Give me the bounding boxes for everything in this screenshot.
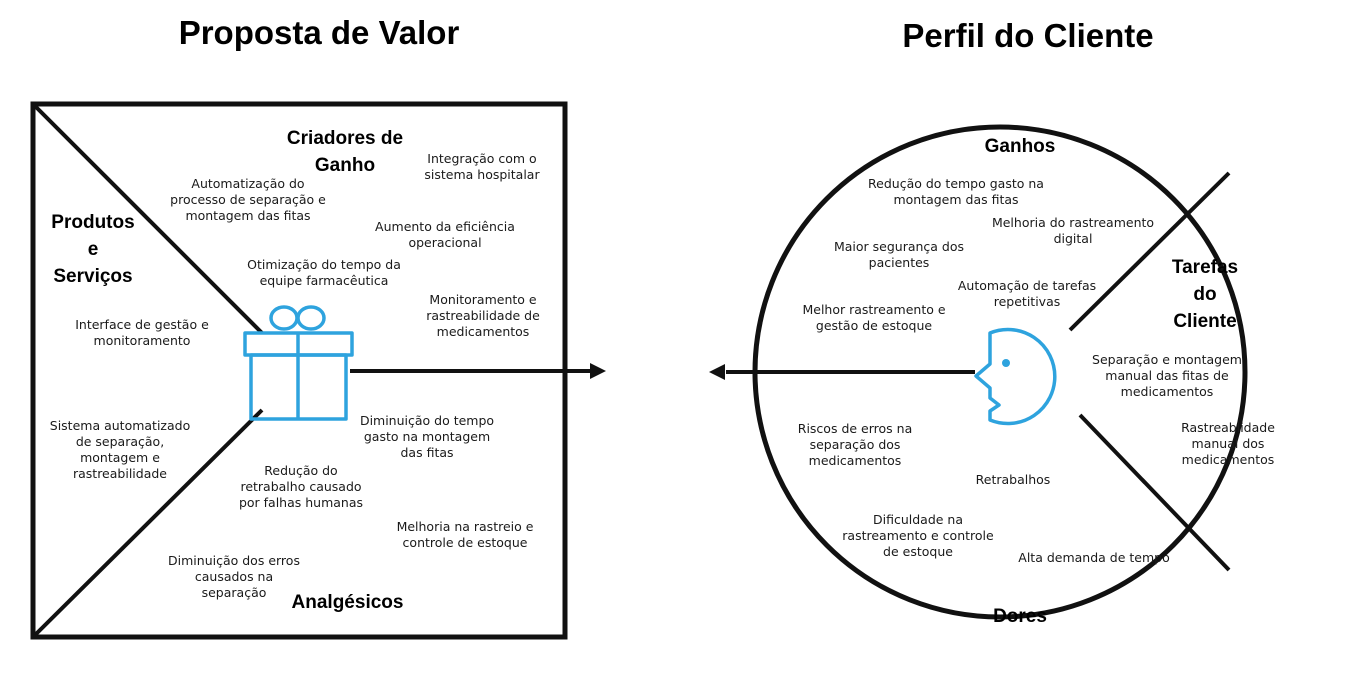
text-dificuldade: Dificuldade na rastreamento e controle de estoque <box>842 512 994 559</box>
arrow-right-head <box>590 363 606 379</box>
section-gains: Ganhos <box>984 136 1056 157</box>
text-reducao-retrabalho: Redução do retrabalho causado por falhas humanas <box>238 463 364 510</box>
text-rastreabilidade-manual: Rastreablidade manual dos medicamentos <box>1181 420 1275 467</box>
customer-profile-title: Perfil do Cliente <box>902 17 1154 54</box>
text-interface: Interface de gestão e monitoramento <box>75 317 209 348</box>
text-melhor-rastreamento: Melhor rastreamento e gestão de estoque <box>802 302 946 333</box>
customer-face-icon <box>976 330 1055 424</box>
text-alta-demanda: Alta demanda de tempo <box>1018 550 1170 565</box>
text-reducao-tempo: Redução do tempo gasto na montagem das fitas <box>868 176 1044 207</box>
value-proposition-title: Proposta de Valor <box>178 14 460 51</box>
text-integracao: Integração com o sistema hospitalar <box>424 151 540 182</box>
text-retrabalhos: Retrabalhos <box>975 472 1051 487</box>
text-riscos: Riscos de erros na separação dos medicamentos <box>797 421 913 468</box>
text-otimizacao: Otimização do tempo da equipe farmacêutica <box>247 257 401 288</box>
text-melhoria-rastreamento: Melhoria do rastreamento digital <box>991 215 1155 246</box>
text-monitoramento: Monitoramento e rastreabilidade de medicamentos <box>426 292 540 339</box>
text-automatizacao: Automatização do processo de separação e montagem das fitas <box>170 176 326 223</box>
gift-icon <box>245 307 352 419</box>
text-sistema-automatizado: Sistema automatizado de separação, montagem e rastreabilidade <box>49 418 191 481</box>
section-customer-jobs: Tarefas do Cliente <box>1171 257 1239 332</box>
arrow-left-head <box>709 364 725 380</box>
text-maior-seguranca: Maior segurança dos pacientes <box>833 239 965 270</box>
text-separacao-manual: Separação e montagem manual das fitas de medicamentos <box>1092 352 1242 399</box>
section-pains: Dores <box>993 606 1047 627</box>
section-pain-relievers: Analgésicos <box>291 592 404 613</box>
section-products-services: Produtos e Serviços <box>51 212 135 287</box>
text-diminuicao-erros: Diminuição dos erros causados na separação <box>168 553 300 600</box>
text-automacao: Automação de tarefas repetitivas <box>957 278 1097 309</box>
text-melhoria-rastreio: Melhoria na rastreio e controle de estoque <box>396 519 534 550</box>
section-gain-creators: Criadores de Ganho <box>286 128 404 176</box>
text-aumento-eficiencia: Aumento da eficiência operacional <box>375 219 515 250</box>
text-diminuicao-tempo: Diminuição do tempo gasto na montagem das fitas <box>359 413 495 460</box>
